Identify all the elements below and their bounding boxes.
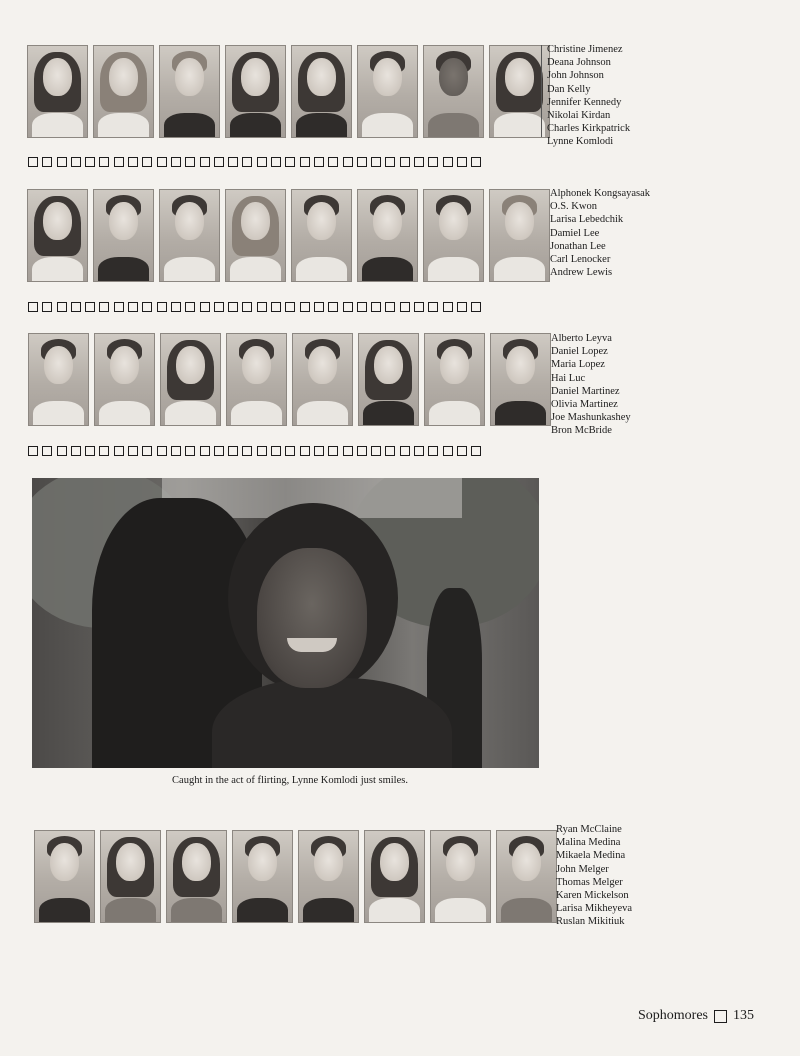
square-ornament-icon bbox=[457, 157, 467, 167]
square-ornament-icon bbox=[385, 302, 395, 312]
student-name: Alphonek Kongsayasak bbox=[550, 188, 651, 199]
portrait-photo bbox=[232, 830, 293, 923]
student-name: Karen Mickelson bbox=[556, 890, 629, 902]
square-ornament-icon bbox=[285, 302, 295, 312]
student-name: Ruslan Mikitiuk bbox=[556, 916, 625, 928]
square-ornament-icon bbox=[42, 157, 52, 167]
portrait-photo bbox=[364, 830, 425, 923]
student-name: Larisa Mikheyeva bbox=[556, 903, 633, 915]
square-ornament-icon bbox=[343, 157, 353, 167]
square-ornament-icon bbox=[171, 157, 181, 167]
student-name: Damiel Lee bbox=[550, 227, 600, 239]
student-name: Malina Medina bbox=[556, 837, 621, 849]
square-ornament-icon bbox=[414, 302, 424, 312]
student-name: Nikolai Kirdan bbox=[547, 110, 611, 122]
square-ornament-icon bbox=[443, 446, 453, 456]
portrait-photo bbox=[291, 45, 352, 138]
student-name: Alberto Leyva bbox=[551, 333, 612, 344]
square-ornament-icon bbox=[471, 157, 481, 167]
portrait-photo bbox=[489, 189, 550, 282]
portrait-photo bbox=[166, 830, 227, 923]
square-ornament-icon bbox=[128, 446, 138, 456]
square-ornament-icon bbox=[85, 157, 95, 167]
square-ornament-icon bbox=[300, 446, 310, 456]
square-bullet-icon bbox=[714, 1010, 727, 1023]
portrait-photo bbox=[423, 45, 484, 138]
square-ornament-icon bbox=[171, 302, 181, 312]
portrait-photo bbox=[490, 333, 551, 426]
square-ornament-icon bbox=[314, 446, 324, 456]
student-name: Joe Mashunkashey bbox=[551, 412, 631, 424]
portrait-photo bbox=[292, 333, 353, 426]
square-ornament-icon bbox=[157, 157, 167, 167]
square-ornament-icon bbox=[28, 157, 38, 167]
portrait-photo bbox=[100, 830, 161, 923]
square-ornament-icon bbox=[42, 302, 52, 312]
photo-caption: Caught in the act of flirting, Lynne Komlodi just smiles. bbox=[172, 775, 408, 786]
square-ornament-icon bbox=[42, 446, 52, 456]
square-ornament-icon bbox=[142, 446, 152, 456]
student-name: Bron McBride bbox=[551, 425, 612, 437]
student-name: Olivia Martinez bbox=[551, 399, 618, 411]
square-ornament-icon bbox=[300, 302, 310, 312]
portrait-photo bbox=[93, 45, 154, 138]
square-ornament-icon bbox=[428, 446, 438, 456]
square-ornament-icon bbox=[357, 302, 367, 312]
square-ornament-icon bbox=[28, 302, 38, 312]
square-ornament-icon bbox=[85, 302, 95, 312]
box-border-3 bbox=[28, 446, 481, 456]
square-ornament-icon bbox=[71, 302, 81, 312]
portrait-photo bbox=[160, 333, 221, 426]
square-ornament-icon bbox=[400, 446, 410, 456]
square-ornament-icon bbox=[285, 446, 295, 456]
square-ornament-icon bbox=[457, 446, 467, 456]
square-ornament-icon bbox=[57, 446, 67, 456]
student-name: Larisa Lebedchik bbox=[550, 214, 624, 226]
portrait-photo bbox=[357, 45, 418, 138]
portrait-photo bbox=[423, 189, 484, 282]
square-ornament-icon bbox=[171, 446, 181, 456]
page-number: 135 bbox=[733, 1008, 754, 1023]
portrait-photo bbox=[225, 45, 286, 138]
portrait-photo bbox=[159, 45, 220, 138]
student-name: Carl Lenocker bbox=[550, 254, 611, 266]
square-ornament-icon bbox=[328, 446, 338, 456]
student-name: Dan Kelly bbox=[547, 83, 591, 95]
divider-line bbox=[541, 45, 542, 137]
square-ornament-icon bbox=[157, 302, 167, 312]
square-ornament-icon bbox=[328, 157, 338, 167]
square-ornament-icon bbox=[214, 302, 224, 312]
page-footer bbox=[638, 1008, 754, 1024]
square-ornament-icon bbox=[271, 446, 281, 456]
student-name: John Johnson bbox=[547, 70, 604, 82]
square-ornament-icon bbox=[71, 446, 81, 456]
portrait-photo bbox=[424, 333, 485, 426]
section-label: Sophomores bbox=[638, 1008, 708, 1023]
student-name: Daniel Martinez bbox=[551, 385, 620, 397]
square-ornament-icon bbox=[314, 302, 324, 312]
box-border-2 bbox=[28, 302, 481, 312]
portrait-photo bbox=[159, 189, 220, 282]
square-ornament-icon bbox=[371, 157, 381, 167]
square-ornament-icon bbox=[128, 157, 138, 167]
square-ornament-icon bbox=[271, 157, 281, 167]
square-ornament-icon bbox=[99, 302, 109, 312]
square-ornament-icon bbox=[257, 302, 267, 312]
square-ornament-icon bbox=[185, 446, 195, 456]
portrait-photo bbox=[358, 333, 419, 426]
square-ornament-icon bbox=[285, 157, 295, 167]
name-list-2 bbox=[550, 187, 650, 279]
square-ornament-icon bbox=[214, 446, 224, 456]
portrait-row-3 bbox=[28, 333, 551, 426]
candid-photo bbox=[32, 478, 539, 768]
square-ornament-icon bbox=[300, 157, 310, 167]
square-ornament-icon bbox=[228, 446, 238, 456]
square-ornament-icon bbox=[343, 446, 353, 456]
square-ornament-icon bbox=[200, 302, 210, 312]
student-name: O.S. Kwon bbox=[550, 201, 597, 213]
portrait-photo bbox=[28, 333, 89, 426]
box-border-1 bbox=[28, 157, 481, 167]
student-name: Hai Luc bbox=[551, 372, 586, 384]
student-name: Ryan McClaine bbox=[556, 824, 622, 835]
student-name: Deana Johnson bbox=[547, 57, 611, 69]
student-name: Christine Jimenez bbox=[547, 44, 623, 55]
portrait-photo bbox=[298, 830, 359, 923]
portrait-photo bbox=[225, 189, 286, 282]
square-ornament-icon bbox=[128, 302, 138, 312]
square-ornament-icon bbox=[228, 302, 238, 312]
square-ornament-icon bbox=[185, 157, 195, 167]
square-ornament-icon bbox=[142, 302, 152, 312]
square-ornament-icon bbox=[99, 446, 109, 456]
student-name: Lynne Komlodi bbox=[547, 136, 614, 148]
portrait-row-4 bbox=[34, 830, 557, 923]
square-ornament-icon bbox=[57, 157, 67, 167]
square-ornament-icon bbox=[371, 446, 381, 456]
square-ornament-icon bbox=[314, 157, 324, 167]
square-ornament-icon bbox=[428, 302, 438, 312]
square-ornament-icon bbox=[428, 157, 438, 167]
portrait-photo bbox=[93, 189, 154, 282]
student-name: John Melger bbox=[556, 863, 609, 875]
portrait-photo bbox=[34, 830, 95, 923]
name-list-4 bbox=[556, 823, 632, 929]
square-ornament-icon bbox=[385, 446, 395, 456]
student-name: Daniel Lopez bbox=[551, 346, 608, 358]
square-ornament-icon bbox=[185, 302, 195, 312]
square-ornament-icon bbox=[371, 302, 381, 312]
portrait-photo bbox=[94, 333, 155, 426]
square-ornament-icon bbox=[85, 446, 95, 456]
square-ornament-icon bbox=[114, 302, 124, 312]
portrait-photo bbox=[27, 45, 88, 138]
name-list-1 bbox=[547, 43, 630, 149]
square-ornament-icon bbox=[57, 302, 67, 312]
student-name: Jonathan Lee bbox=[550, 240, 606, 252]
square-ornament-icon bbox=[271, 302, 281, 312]
student-name: Jennifer Kennedy bbox=[547, 96, 622, 108]
square-ornament-icon bbox=[242, 157, 252, 167]
square-ornament-icon bbox=[142, 157, 152, 167]
square-ornament-icon bbox=[343, 302, 353, 312]
square-ornament-icon bbox=[443, 157, 453, 167]
student-name: Charles Kirkpatrick bbox=[547, 123, 631, 135]
student-name: Thomas Melger bbox=[556, 876, 623, 888]
square-ornament-icon bbox=[414, 157, 424, 167]
square-ornament-icon bbox=[228, 157, 238, 167]
square-ornament-icon bbox=[357, 446, 367, 456]
portrait-photo bbox=[430, 830, 491, 923]
square-ornament-icon bbox=[242, 446, 252, 456]
portrait-row-2 bbox=[27, 189, 550, 282]
name-list-3 bbox=[551, 332, 631, 438]
square-ornament-icon bbox=[28, 446, 38, 456]
square-ornament-icon bbox=[71, 157, 81, 167]
square-ornament-icon bbox=[99, 157, 109, 167]
square-ornament-icon bbox=[400, 157, 410, 167]
portrait-row-1 bbox=[27, 45, 550, 138]
square-ornament-icon bbox=[471, 302, 481, 312]
student-name: Maria Lopez bbox=[551, 359, 605, 371]
student-name: Mikaela Medina bbox=[556, 850, 626, 862]
square-ornament-icon bbox=[414, 446, 424, 456]
square-ornament-icon bbox=[257, 157, 267, 167]
square-ornament-icon bbox=[443, 302, 453, 312]
square-ornament-icon bbox=[385, 157, 395, 167]
student-name: Andrew Lewis bbox=[550, 267, 613, 279]
square-ornament-icon bbox=[114, 157, 124, 167]
square-ornament-icon bbox=[242, 302, 252, 312]
square-ornament-icon bbox=[200, 157, 210, 167]
square-ornament-icon bbox=[400, 302, 410, 312]
square-ornament-icon bbox=[328, 302, 338, 312]
square-ornament-icon bbox=[200, 446, 210, 456]
square-ornament-icon bbox=[457, 302, 467, 312]
square-ornament-icon bbox=[214, 157, 224, 167]
portrait-photo bbox=[357, 189, 418, 282]
square-ornament-icon bbox=[357, 157, 367, 167]
square-ornament-icon bbox=[114, 446, 124, 456]
portrait-photo bbox=[496, 830, 557, 923]
square-ornament-icon bbox=[257, 446, 267, 456]
portrait-photo bbox=[27, 189, 88, 282]
portrait-photo bbox=[226, 333, 287, 426]
portrait-photo bbox=[291, 189, 352, 282]
square-ornament-icon bbox=[157, 446, 167, 456]
square-ornament-icon bbox=[471, 446, 481, 456]
